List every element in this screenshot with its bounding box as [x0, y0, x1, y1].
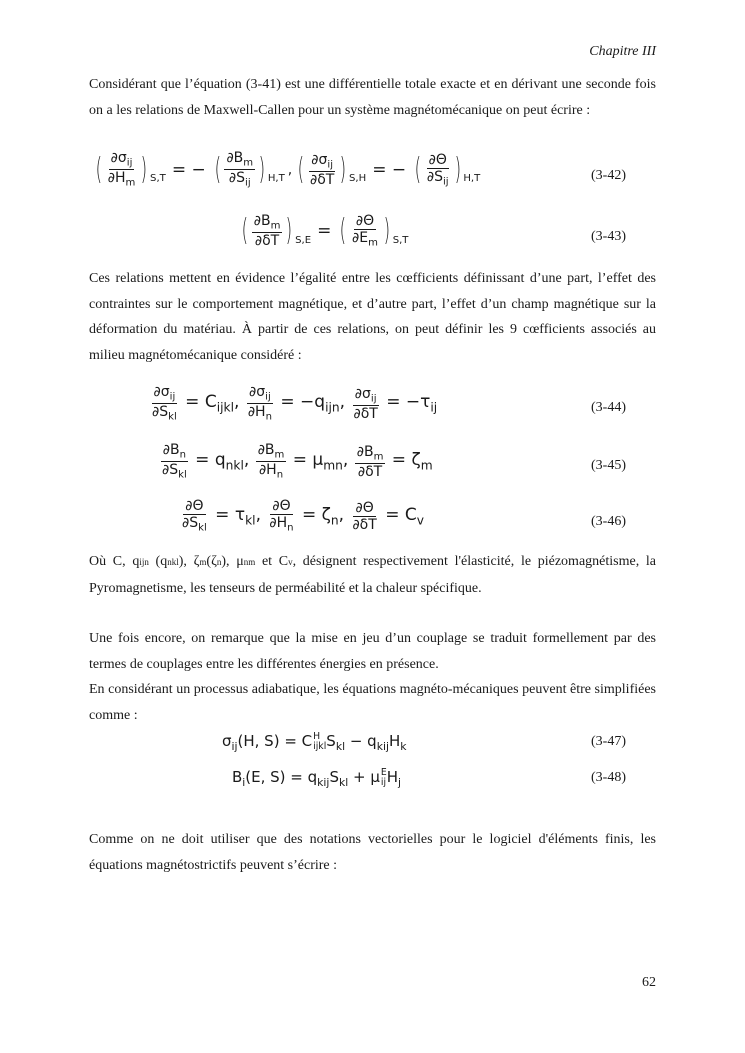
equation-number: (3-47) [591, 734, 626, 749]
text-fragment: (ζ [206, 554, 217, 569]
equation-3-42-math: ( $\frac{\partial\sigma_{ij}}{\partial H_m}$ ) S,T = − ( $\frac{\partial B_m}{\partial S_{ij}}$ ) H,T , ( $\frac{\partial\sigma_{ij}}{\partial\delta T}$ ) S,H = − ( $\frac{\partial\Theta}{\partial S_{ij}}$ ) H,T [95, 150, 481, 189]
equation-number: (3-45) [591, 458, 626, 473]
equation-3-45-math: $\frac{\partial B_n}{\partial S_{kl}}$ = $q_{nkl}$, $\frac{\partial B_m}{\partial H_n}$ = $\mu_{mn}$, $\frac{\partial B_m}{\partial\delta T}$ = $\zeta_m$ [162, 442, 433, 481]
equation-3-43-math: ( $\frac{\partial B_m}{\partial\delta T}$ ) S,E = ( $\frac{\partial\Theta}{\partial E_m}$ ) S,T [241, 213, 409, 250]
equation-3-45 [89, 442, 656, 482]
paragraph-adiabatic: En considérant un processus adiabatique, les équations magnéto-mécaniques peuvent être simplifiées comme : [89, 682, 656, 723]
chapter-header: Chapitre III [589, 44, 656, 59]
equation-3-44-math: $\frac{\partial\sigma_{ij}}{\partial S_{kl}}$ = $C_{ijkl}$, $\frac{\partial\sigma_{ij}}{\partial H_n}$ = $-q_{ijn}$, $\frac{\partial\sigma_{ij}}{\partial\delta T}$ = $-\tau_{ij}$ [152, 384, 438, 423]
text-fragment: Où C, q [89, 554, 140, 569]
equation-number: (3-44) [591, 400, 626, 415]
equation-3-47 [89, 730, 656, 760]
equation-3-43 [89, 213, 656, 253]
subscript: nkl [167, 557, 179, 567]
text-fragment: ), μ [221, 554, 244, 569]
equation-3-48 [89, 766, 656, 796]
equation-3-42 [89, 150, 656, 190]
equation-number: (3-48) [591, 770, 626, 785]
subscript: m [199, 557, 207, 567]
equation-number: (3-46) [591, 514, 626, 529]
equation-3-46 [89, 498, 656, 538]
subscript: v [288, 557, 293, 567]
equation-3-47-math: $\sigma_{ij}(H$, S) = C H ijkl $S_{kl} - q_{kij}H_k$ [222, 731, 407, 753]
subscript: n [216, 557, 222, 567]
paragraph-coupling: Une fois encore, on remarque que la mise en jeu d’un couplage se traduit formellement par des termes de couplages entre les différentes énergies en présence. [89, 631, 656, 672]
equation-number: (3-43) [591, 229, 626, 244]
paragraph-coefficients [89, 549, 656, 601]
equation-3-48-math: $B_i(E$, $S) = q_{kij}S_{kl} + \mu$ E ij $H_j$ [232, 767, 402, 789]
text-fragment: , désignent respectivement l'élasticité, le piézomagnétisme, la Pyromagnetisme, les tenseurs de perméabilité et la chaleur spécifique. [89, 554, 657, 596]
paragraph-vector-notation: Comme on ne doit utiliser que des notations vectorielles pour le logiciel d'éléments finis, les équations magnétostrictifs peuvent s’écrire : [89, 832, 656, 873]
subscript: nm [243, 557, 256, 567]
text-fragment: et C [255, 554, 289, 569]
text-fragment: ), ζ [178, 554, 200, 569]
equation-number: (3-42) [591, 168, 626, 183]
equation-3-44 [89, 384, 656, 424]
text-fragment: (q [148, 554, 168, 569]
paragraph-intro: Considérant que l’équation (3-41) est une différentielle totale exacte et en dérivant une seconde fois on a les relations de Maxwell-Callen pour un système magnétomécanique on peut écrire : [89, 77, 656, 118]
subscript: ijn [139, 557, 149, 567]
page-number: 62 [642, 975, 656, 990]
equation-3-46-math: $\frac{\partial\Theta}{\partial S_{kl}}$ = $\tau_{kl}$, $\frac{\partial\Theta}{\partial H_n}$ = $\zeta_n$, $\frac{\partial\Theta}{\partial\delta T}$ = $C_v$ [182, 498, 424, 534]
paragraph-relations: Ces relations mettent en évidence l’égalité entre les cœfficients définissant d’une part, l’effet des contraintes sur le comportement magnétique, et d’autre part, l’effet d’un champ magnétique sur la déformation du matériau. À partir de ces relations, on peut définir les 9 cœfficients associés au milieu magnétomécanique considéré : [89, 271, 656, 363]
